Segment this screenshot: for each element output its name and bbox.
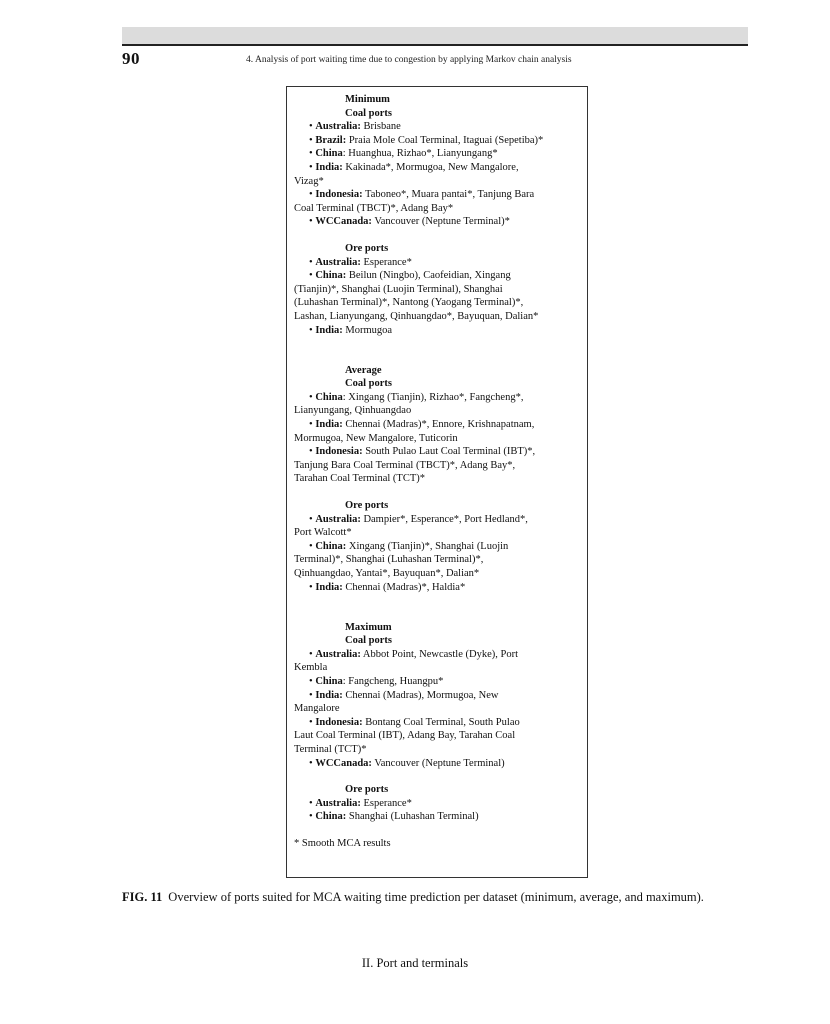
bullet-icon: •: [309, 121, 316, 133]
country-label: Indonesia:: [315, 446, 363, 458]
average-coal-heading: Coal ports: [345, 378, 392, 390]
minimum-coal-entry: [309, 147, 498, 161]
figure-caption: [122, 889, 748, 905]
bullet-icon: •: [309, 162, 316, 173]
bullet-icon: •: [309, 189, 316, 201]
country-label: India:: [315, 419, 343, 431]
average-coal-entry: [309, 418, 534, 432]
country-label: China:: [315, 270, 347, 282]
port-list: : Xingang (Tianjin), Rizhao*, Fangcheng*,: [342, 391, 524, 403]
bullet-icon: •: [309, 391, 316, 403]
bullet-icon: •: [309, 513, 316, 525]
port-list-continuation: (Luhashan Terminal)*, Nantong (Yaogang Terminal)*,: [294, 297, 524, 309]
port-list-continuation: Lashan, Lianyungang, Qinhuangdao*, Bayuquan, Dalian*: [294, 310, 539, 322]
port-list-continuation: Tarahan Coal Terminal (TCT)*: [294, 473, 425, 485]
bullet-icon: •: [309, 689, 316, 701]
bullet-icon: •: [309, 757, 316, 769]
port-list: : Huanghua, Rizhao*, Lianyungang*: [342, 148, 498, 160]
port-list-continuation: Lianyungang, Qinhuangdao: [294, 405, 412, 417]
average-ore-entry: [309, 540, 508, 554]
country-label: India:: [315, 581, 343, 593]
figure-footnote: * Smooth MCA results: [294, 837, 391, 849]
port-list: Xingang (Tianjin)*, Shanghai (Luojin: [346, 540, 509, 552]
port-list: Beilun (Ningbo), Caofeidian, Xingang: [346, 270, 511, 282]
port-list: Taboneo*, Muara pantai*, Tanjung Bara: [362, 189, 535, 201]
minimum-coal-entry: [309, 134, 543, 148]
minimum-ore-entry: [309, 324, 392, 338]
port-list: South Pulao Laut Coal Terminal (IBT)*,: [362, 446, 536, 458]
bullet-icon: •: [309, 540, 316, 552]
bullet-icon: •: [309, 676, 316, 688]
bullet-icon: •: [309, 716, 316, 728]
port-list-continuation: Port Walcott*: [294, 527, 352, 539]
port-list-continuation: Vizag*: [294, 175, 324, 187]
country-label: Australia:: [315, 513, 361, 525]
country-label: Australia:: [315, 797, 361, 809]
minimum-ore-entry: [309, 269, 511, 283]
port-list-continuation: (Tianjin)*, Shanghai (Luojin Terminal), Shanghai: [294, 283, 503, 295]
bullet-icon: •: [309, 811, 316, 823]
average-section-title: Average: [345, 364, 382, 376]
port-list: Mormugoa: [342, 324, 393, 336]
page-footer: II. Port and terminals: [361, 956, 469, 970]
bullet-icon: •: [309, 419, 316, 431]
average-coal-entry: [309, 445, 535, 459]
bullet-icon: •: [309, 216, 316, 228]
country-label: China: [315, 148, 343, 160]
minimum-coal-entry: [309, 215, 510, 229]
bullet-icon: •: [309, 324, 316, 336]
caption-label: FIG. 11: [122, 890, 163, 904]
country-label: China: [315, 676, 343, 688]
bullet-icon: •: [309, 134, 316, 146]
country-label: India:: [315, 689, 343, 701]
port-list: Shanghai (Luhashan Terminal): [346, 811, 479, 823]
maximum-section-title: Maximum: [345, 621, 392, 633]
average-coal-entry: [309, 391, 523, 405]
maximum-coal-entry: [309, 689, 498, 703]
country-label: India:: [315, 162, 343, 173]
bullet-icon: •: [309, 446, 316, 458]
port-list: Vancouver (Neptune Terminal): [371, 757, 505, 769]
caption-text: Overview of ports suited for MCA waiting time prediction per dataset (minimum, average, and maximum).: [168, 890, 704, 904]
country-label: Australia:: [315, 121, 361, 133]
country-label: Brazil:: [315, 134, 347, 146]
bullet-icon: •: [309, 256, 316, 268]
figure-box: [286, 86, 588, 878]
average-ore-entry: [309, 581, 465, 595]
minimum-coal-entry: [309, 161, 519, 175]
country-label: WCCanada:: [315, 757, 372, 769]
country-label: Australia:: [315, 648, 361, 660]
maximum-coal-entry: [309, 675, 443, 689]
maximum-ore-entry: [309, 810, 479, 824]
port-list: Brisbane: [360, 121, 401, 133]
header-band: [122, 27, 748, 46]
country-label: WCCanada:: [315, 216, 372, 228]
country-label: China: [315, 391, 343, 403]
minimum-coal-entry: [309, 120, 401, 134]
maximum-coal-heading: Coal ports: [345, 635, 392, 647]
port-list: Bontang Coal Terminal, South Pulao: [362, 716, 520, 728]
country-label: India:: [315, 324, 343, 336]
average-ore-entry: [309, 513, 528, 527]
minimum-coal-entry: [309, 188, 534, 202]
maximum-coal-entry: [309, 757, 505, 771]
country-label: China:: [315, 540, 347, 552]
running-head: 4. Analysis of port waiting time due to congestion by applying Markov chain analysis: [246, 55, 572, 65]
bullet-icon: •: [309, 648, 316, 660]
port-list-continuation: Coal Terminal (TBCT)*, Adang Bay*: [294, 202, 454, 214]
port-list-continuation: Tanjung Bara Coal Terminal (TBCT)*, Adang Bay*,: [294, 459, 516, 471]
minimum-ore-heading: Ore ports: [345, 242, 389, 254]
maximum-ore-entry: [309, 797, 412, 811]
port-list: Chennai (Madras), Mormugoa, New: [342, 689, 499, 701]
bullet-icon: •: [309, 148, 316, 160]
port-list: Vancouver (Neptune Terminal)*: [371, 216, 510, 228]
port-list-continuation: Kembla: [294, 662, 328, 674]
minimum-ore-entry: [309, 256, 412, 270]
port-list: Esperance*: [360, 797, 412, 809]
port-list: Praia Mole Coal Terminal, Itaguai (Sepetiba)*: [346, 134, 544, 146]
port-list: Dampier*, Esperance*, Port Hedland*,: [360, 513, 528, 525]
port-list: Kakinada*, Mormugoa, New Mangalore,: [342, 162, 519, 173]
maximum-ore-heading: Ore ports: [345, 784, 389, 796]
bullet-icon: •: [309, 581, 316, 593]
minimum-coal-heading: Coal ports: [345, 107, 392, 119]
average-ore-heading: Ore ports: [345, 499, 389, 511]
port-list-continuation: Terminal (TCT)*: [294, 744, 367, 756]
country-label: Indonesia:: [315, 716, 363, 728]
port-list-continuation: Qinhuangdao, Yantai*, Bayuquan*, Dalian*: [294, 567, 480, 579]
country-label: Australia:: [315, 256, 361, 268]
port-list: Esperance*: [360, 256, 412, 268]
maximum-coal-entry: [309, 716, 520, 730]
bullet-icon: •: [309, 270, 316, 282]
country-label: China:: [315, 811, 347, 823]
port-list-continuation: Laut Coal Terminal (IBT), Adang Bay, Tarahan Coal: [294, 730, 516, 742]
port-list: Chennai (Madras)*, Haldia*: [342, 581, 466, 593]
bullet-icon: •: [309, 797, 316, 809]
port-list-continuation: Mangalore: [294, 703, 340, 715]
port-list-continuation: Mormugoa, New Mangalore, Tuticorin: [294, 432, 458, 444]
port-list: Abbot Point, Newcastle (Dyke), Port: [360, 648, 518, 660]
port-list: Chennai (Madras)*, Ennore, Krishnapatnam,: [342, 419, 535, 431]
page-number: 90: [122, 49, 140, 68]
minimum-section-title: Minimum: [345, 94, 390, 105]
country-label: Indonesia:: [315, 189, 363, 201]
maximum-coal-entry: [309, 648, 518, 662]
port-list-continuation: Terminal)*, Shanghai (Luhashan Terminal)*,: [294, 554, 484, 566]
port-list: : Fangcheng, Huangpu*: [342, 676, 444, 688]
